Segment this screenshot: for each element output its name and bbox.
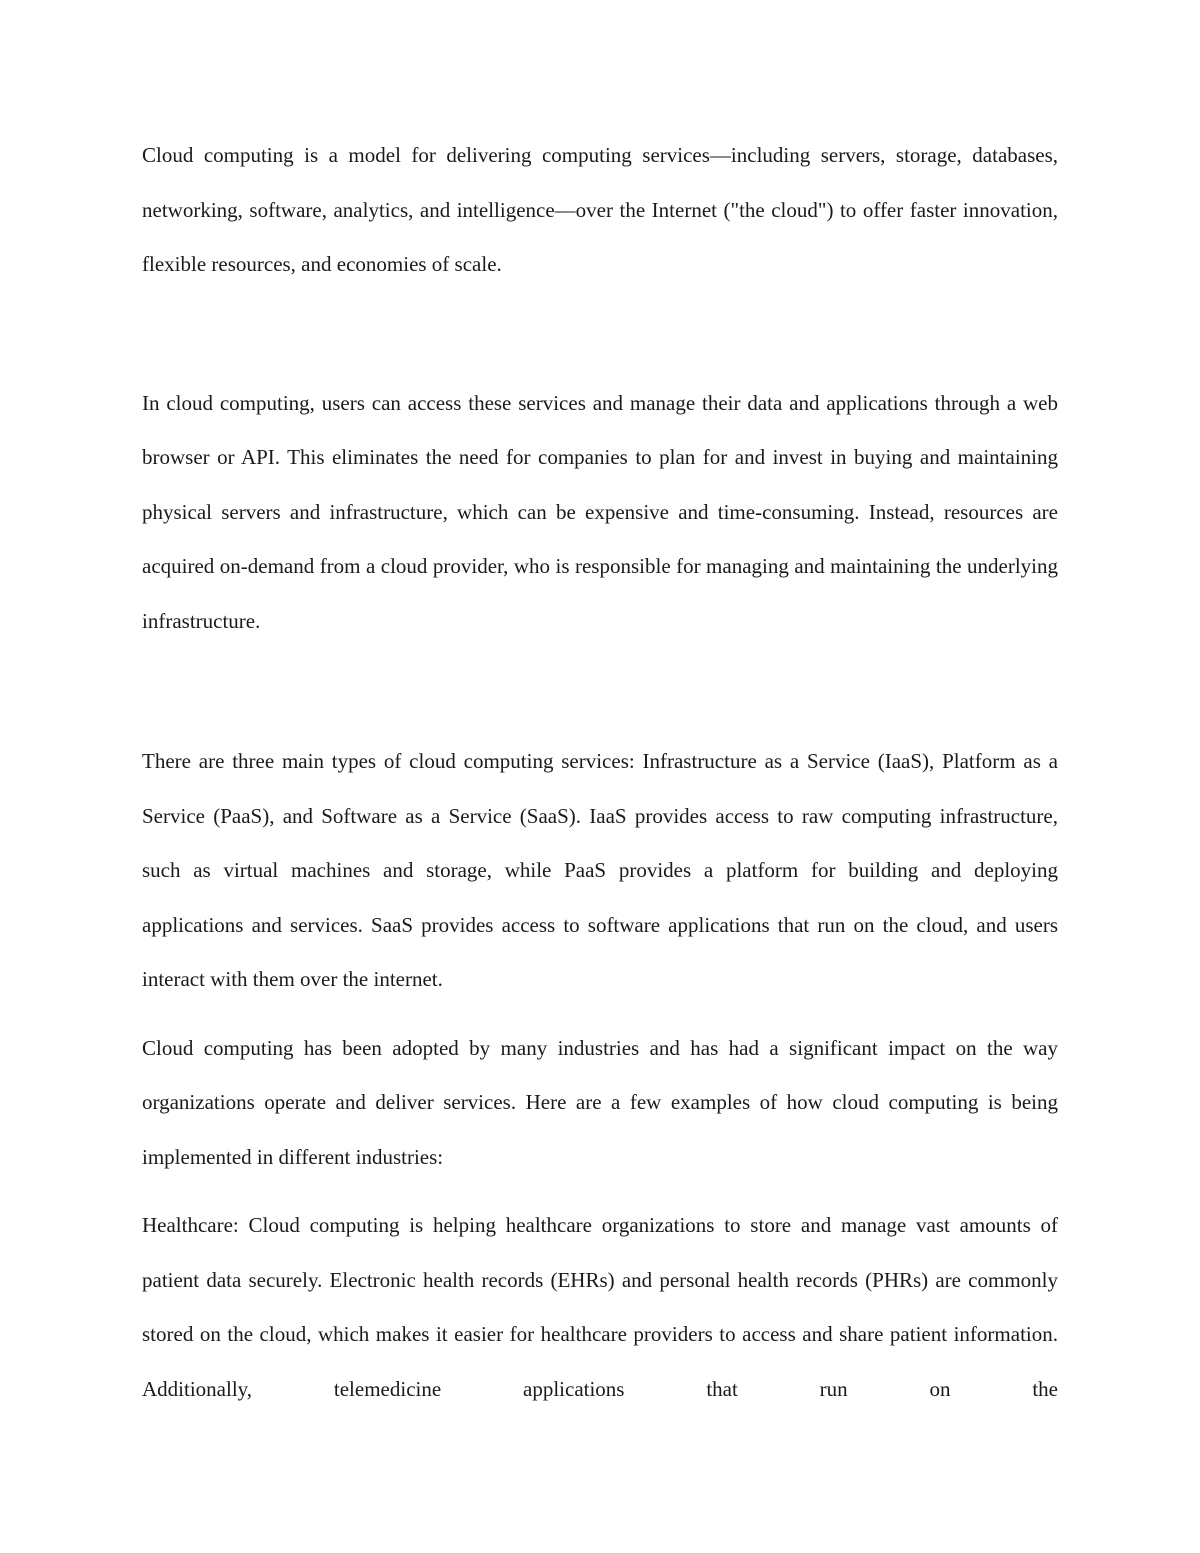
document-body [142,128,1058,1416]
paragraph-spacer [142,292,1058,376]
paragraph-spacer [142,1007,1058,1021]
paragraph-industry-adoption: Cloud computing has been adopted by many industries and has had a significant impact on the way organizations operate and deliver services. Here are a few examples of how cloud computing is being implemented in different industries: [142,1035,1058,1169]
paragraph-service-types: There are three main types of cloud computing services: Infrastructure as a Service (IaaS), Platform as a Service (PaaS), and Software as a Service (SaaS). IaaS provides access to raw computing infrastructure, such as virtual machines and storage, while PaaS provides a platform for building and deploying applications and services. SaaS provides access to software applications that run on the cloud, and users interact with them over the internet. [142,749,1058,991]
paragraph-spacer [142,1184,1058,1198]
paragraph-spacer [142,648,1058,734]
paragraph-healthcare: Healthcare: Cloud computing is helping healthcare organizations to store and manage vast amounts of patient data securely. Electronic health records (EHRs) and personal health records (PHRs) are commonly stored on the cloud, which makes it easier for healthcare providers to access and share patient information. Additionally, telemedicine applications that run on the [142,1213,1058,1401]
paragraph-access-services: In cloud computing, users can access these services and manage their data and applications through a web browser or API. This eliminates the need for companies to plan for and invest in buying and maintaining physical servers and infrastructure, which can be expensive and time-consuming. Instead, resources are acquired on-demand from a cloud provider, who is responsible for managing and maintaining the underlying infrastructure. [142,390,1058,633]
paragraph-cloud-definition: Cloud computing is a model for delivering computing services—including servers, storage, databases, networking, software, analytics, and intelligence—over the Internet ("the cloud") to offer faster innovation, flexible resources, and economies of scale. [142,143,1058,276]
